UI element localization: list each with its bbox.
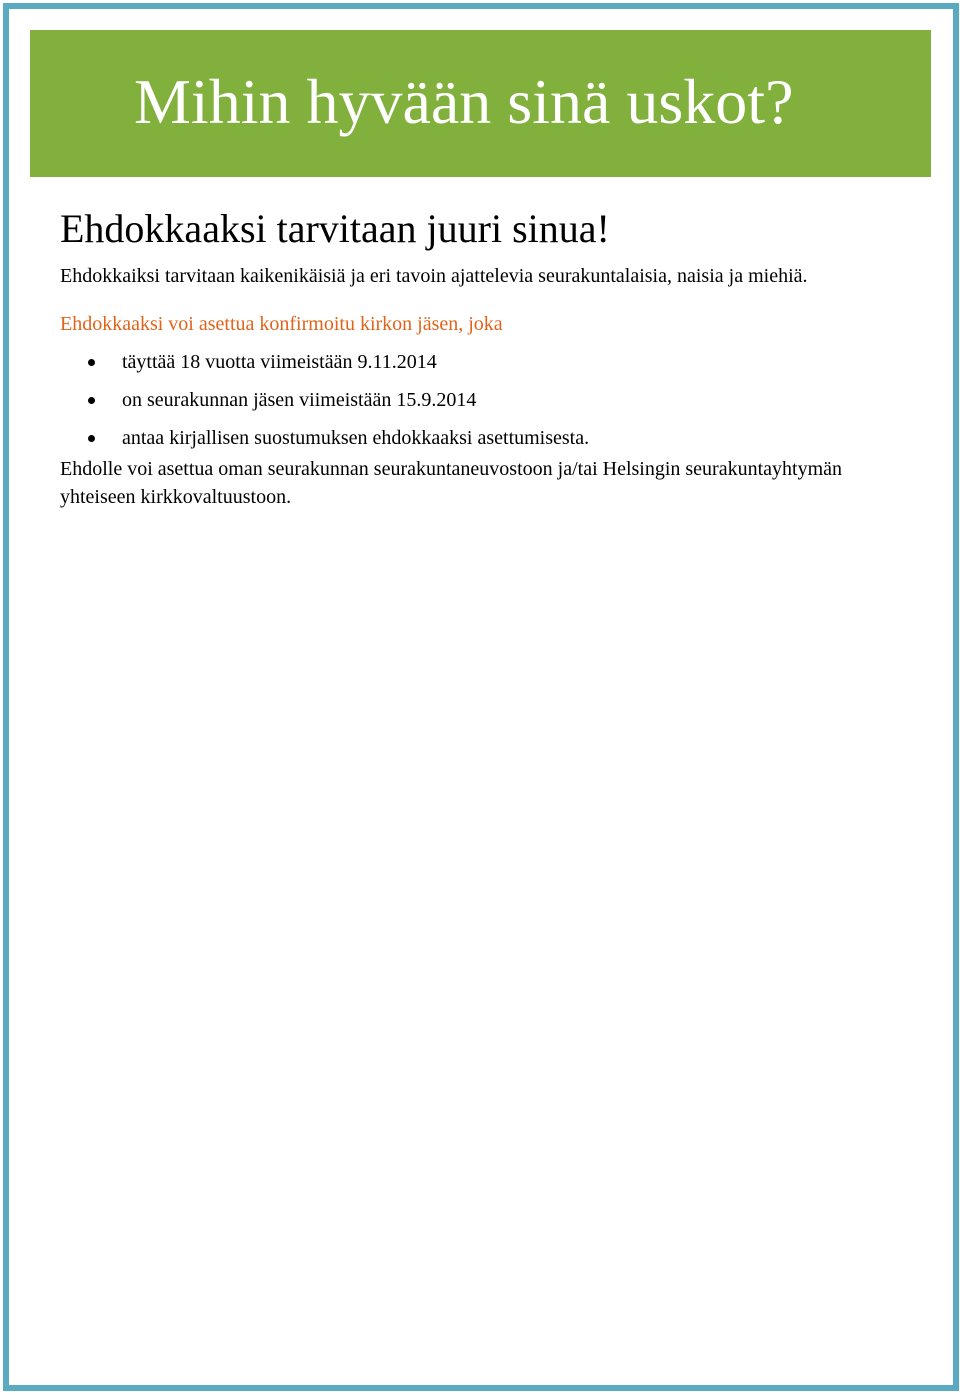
banner-title: Mihin hyvään sinä uskot? [134, 66, 794, 137]
eligibility-statement: Ehdokkaaksi voi asettua konfirmoitu kirkon jäsen, joka [60, 313, 503, 335]
closing-paragraph: Ehdolle voi asettua oman seurakunnan seurakuntaneuvostoon ja/tai Helsingin seurakuntayhtymän yhteiseen kirkkovaltuustoon. [60, 458, 843, 508]
title-banner [30, 30, 931, 177]
requirement-item [60, 424, 910, 452]
requirement-item [60, 386, 910, 414]
intro-paragraph: Ehdokkaiksi tarvitaan kaikenikäisiä ja eri tavoin ajattelevia seurakuntalaisia, naisia ja miehiä. [60, 265, 808, 287]
bullet-icon [88, 397, 95, 404]
requirements-list [60, 348, 910, 452]
requirement-text: on seurakunnan jäsen viimeistään 15.9.2014 [122, 389, 477, 411]
bullet-icon [88, 359, 95, 366]
section-heading: Ehdokkaaksi tarvitaan juuri sinua! [60, 206, 610, 251]
requirement-text: antaa kirjallisen suostumuksen ehdokkaaksi asettumisesta. [122, 427, 590, 449]
main-content [60, 204, 910, 511]
requirement-text: täyttää 18 vuotta viimeistään 9.11.2014 [122, 351, 437, 373]
requirement-item [60, 348, 910, 376]
bullet-icon [88, 435, 95, 442]
